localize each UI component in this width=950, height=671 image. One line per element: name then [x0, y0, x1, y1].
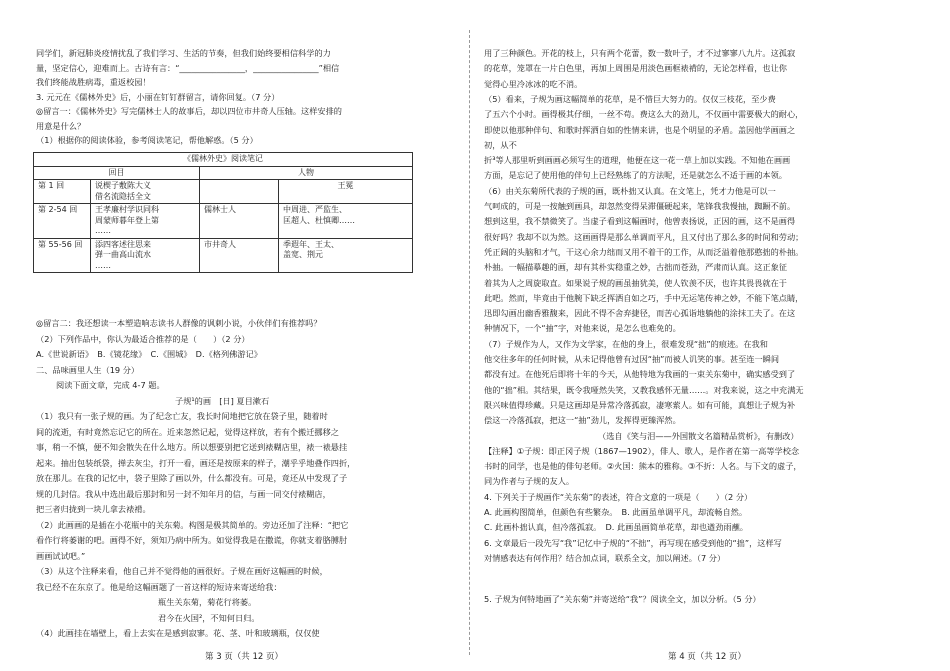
right-line: 了五六个小时。画得极其仔细，一丝不苟。费这么大的劲儿，不仅画中需要极大的耐心， [484, 109, 804, 120]
right-line: 迅即勾画出幽香雅馥来，因此不得不舍弃捷径，而苦心孤诣地躺他的涂抹工夫了。在这 [484, 308, 796, 319]
right-line: 此吧。然而，毕竟由于他腕下缺乏挥洒自如之巧，手中无运笔传神之妙，不能下笔点睛， [484, 292, 804, 303]
reading-notes-table [33, 152, 413, 273]
left-line: 我已经不在东京了。他是给这幅画题了一首这样的短诗来寄送给我： [36, 581, 282, 592]
right-line: 他交往多年的任何时候，从未记得他曾有过因“抽”而被人讥笑的事。甚至连一瞬间 [484, 354, 780, 364]
left-line: 事，稍一不慎，便不知会散失在什么地方。所以想要别把它送到裱糊店里，裱一裱悬挂 [36, 442, 348, 452]
question-5: 5. 子规为何特地画了“关东菊”并寄送给“我”？阅读全文，加以分析。（5 分） [484, 594, 761, 604]
right-line: 气呵成的，可是一按触到画具，却忽然变得呆滞僵硬起来，笔锋我我慢抽，踟蹰不前。 [484, 201, 796, 211]
left-line: ◎留言一：《儒林外史》写完儒林士人的故事后，却以四位市井奇人压轴。这样安排的 [36, 106, 342, 116]
table-row [34, 180, 413, 204]
right-line: 觉得心里冷冰冰的吃不消。 [484, 78, 583, 89]
table-header: 人物 [200, 166, 413, 180]
right-line: 6. 文章最后一段先写“我”记忆中子规的“不拙”，再写现在感受到他的“拙”，这样写 [484, 537, 782, 548]
table-row [34, 238, 413, 273]
left-line: 子规¹的画 [日] 夏目漱石 [175, 395, 270, 406]
left-page [0, 0, 470, 671]
right-line: 折³等人那里听到画画必须写生的道理，他便在这一花一草上加以实践。不知他在画画 [484, 155, 791, 166]
right-line: 同为作者与子规的友人。 [484, 476, 575, 487]
right-line: 用了三种颜色。开花的枝上，只有两个花蕾，数一数叶子，才不过寥寥八九片。这孤寂 [484, 48, 796, 58]
left-line: （1）根据你的阅读体验，参考阅读笔记，帮他解惑。（5 分） [36, 135, 258, 145]
left-line: （2）下列作品中，你认为最适合推荐的是（ ）（2 分） [36, 333, 250, 344]
left-line: 把三者归拢到一块儿拿去裱褙。 [36, 504, 151, 514]
table-cell-chapter: 第 2-54 回 [34, 204, 91, 239]
left-line: 规的几封信。我从中选出最后那封和另一封不知年月的信，与画一同交付裱糊店， [36, 488, 331, 499]
left-line: （1）我只有一张子规的画。为了纪念亡友，我长时间地把它放在袋子里，随着时 [36, 411, 328, 421]
left-line: 用意是什么？ [36, 120, 86, 131]
right-line: （6）由关东菊所代表的子规的画，既朴拙又认真。在文笔上，凭才力他是可以一 [484, 185, 776, 196]
right-line: 4. 下列关于子规画作“关东菊”的表述，符合文意的一项是（ ）（2 分） [484, 491, 753, 502]
right-line: 方面，是忘记了使用他的伴句上已经熟练了的方法呢，还是就怎么不适于画的本领。 [484, 170, 787, 181]
left-line: 画画试试吧。” [36, 550, 86, 561]
table-cell-people: 王冕 [279, 180, 413, 204]
right-line: （5）看来，子规为画这幅简单的花草，是不惜巨大努力的。仅仅三枝花，至少费 [484, 93, 776, 104]
right-page [478, 0, 950, 671]
right-line: 想到这里，我不禁微笑了。当虚子看到这幅画时，他曾表扬说，正因的画，这不是画得 [484, 216, 796, 227]
right-line: 他的“拙”相。其结果，既令我哑然失笑，又教我感怀无量……。对我来说，这之中充满无 [484, 384, 804, 395]
left-line: 看作行将萎谢的吧。画得不好，须知乃病中所为。如觉得我是在撒谎，你就支着胳膊肘 [36, 535, 348, 545]
table-cell-chapter: 第 1 回 [34, 180, 91, 204]
table-header: 回目 [34, 166, 200, 180]
right-line: 偿这一冷落孤寂，把这一“抽”劲儿，发挥得更臻浑然。 [484, 415, 681, 426]
page-number: 第 3 页（共 12 页） [205, 652, 284, 662]
right-line: 很好吗？我却不以为然。这画画得是那么单调而平凡，且又付出了那么多的时间和劳动； [484, 231, 804, 242]
left-line: 3. 元元在《儒林外史》后，小丽在钉钉群留言，请你回复。（7 分） [36, 91, 280, 102]
table-cell-chapter: 第 55-56 回 [34, 238, 91, 273]
left-line: 瓶生关东菊，菊花行将萎。 [158, 597, 257, 607]
left-line: 量，坚定信心，迎难而上。古诗有言：“________________，________________”相信 [36, 62, 340, 73]
right-line: （7）子规作为人，又作为文学家，在他的身上，很难发现“拙”的痕迹。在我和 [484, 338, 768, 349]
left-line: 君今在火国²，不知何日归。 [158, 612, 260, 623]
left-line: 我们终能战胜病毒，重返校园！ [36, 77, 151, 87]
left-line: 放在那儿。在我的记忆中，袋子里除了画以外，什么都没有。可是，竟还从中发现了子 [36, 473, 348, 483]
left-line: （3）从这个注释来看，他自己并不觉得他的画很好。子规在画好这幅画的时候， [36, 566, 328, 576]
right-line: 对情感表达有何作用？结合加点词，联系全文，加以阐述。（7 分） [484, 552, 726, 563]
left-line: 间的流逝，有时竟然忘记它的所在。近来忽然记起，觉得这样放，若有个搬迁挪移之 [36, 426, 339, 437]
right-line: A. 此画构图简单，但颜色有些繁杂。 B. 此画虽单调平凡，却流畅自然。 [484, 507, 748, 517]
table-cell-people: 中周进、严监生、 匡超人、杜慎卿…… [279, 204, 413, 239]
table-cell-content: 说楔子敷陈大义 借名流隐括全文 [91, 180, 200, 204]
right-line: 凭正阔的头脑和才气，干这心余力绌而又用不着干的工作，从而泛溢着他那憨拙的朴抽。 [484, 246, 804, 257]
left-line: 起来。抽出包装纸袋，掸去灰尘，打开一看，画还是按原来的样子，潮乎乎地叠作四折， [36, 457, 356, 468]
left-line: （2）此画画的是插在小花瓶中的关东菊。构图是极其简单的。旁边还加了注释：“把它 [36, 519, 349, 530]
table-caption: 《儒林外史》阅读笔记 [34, 153, 413, 167]
left-line: ◎留言二：我还想读一本塑造响志读书人群像的讽刺小说，小伙伴们有推荐吗？ [36, 318, 322, 328]
right-line: 都没有过。在他死后即将十年的今天，从他特地为我画的一束关东菊中，确实感受到了 [484, 369, 796, 380]
left-line: 二、品味画里人生（19 分） [36, 364, 140, 375]
left-line: 同学们，新冠肺炎疫情扰乱了我们学习、生活的节奏，但我们始终要相信科学的力 [36, 48, 331, 58]
table-cell-content: 王孝廉村学识同科 周蒙师暮年登上第 …… [91, 204, 200, 239]
table-cell-content: 添四客述往思来 弹一曲高山流水 …… [91, 238, 200, 273]
left-line: （4）此画挂在墙壁上，看上去实在是感到寂寥。花、茎、叶和玻璃瓶，仅仅使 [36, 628, 320, 638]
right-line: （选自《笑与泪——外国散文名篇精品赏析》，有删改） [598, 430, 799, 441]
page-divider [469, 30, 470, 655]
page-number: 第 4 页（共 12 页） [668, 652, 747, 662]
table-cell-type: 市井奇人 [200, 238, 279, 273]
left-line: A.《世说新语》 B.《镜花缘》 C.《围城》 D.《格列佛游记》 [36, 349, 262, 359]
right-line: C. 此画朴拙认真，但冷落孤寂。 D. 此画虽画简单花草，却也遒劲雨蘸。 [484, 522, 748, 533]
right-line: 种情况下，一个“抽”字，对他来说，是怎么也难免的。 [484, 323, 681, 334]
right-line: 【注释】①子规：即正冈子规（1867—1902），俳人、歌人，是作者在第一高等学校念 [484, 445, 800, 456]
table-cell-type: 儒林士人 [200, 204, 279, 239]
left-line: 阅读下面文章，完成 4-7 题。 [56, 380, 165, 390]
table-cell-people: 季遐年、王太、 盖宽、荆元 [279, 238, 413, 273]
right-line: 的花草，笼罩在一片白色里，再加上周围是用淡色画框裱褙的，无论怎样看，也让你 [484, 63, 787, 74]
right-line: 即使以他那种伴句、和歌时挥洒自如的性情来讲，也是个明显的矛盾。盖因他学画画之 [484, 124, 796, 135]
right-line: 书时的同学，也是他的俳句老师。②火国：熊本的雅称。③不折：人名。与下文的虚子， [484, 461, 802, 472]
table-row [34, 204, 413, 239]
right-line: 着其为人之周旋取直。如果说子规的画虽抽犹美，使人钦羡不厌，也许其畏畏就在于 [484, 277, 787, 288]
right-line: 限兴味值得珍藏。只是这画却是异常冷落孤寂，凄寒萦人。如有可能，真想让子规为补 [484, 399, 796, 410]
table-cell-type [200, 180, 279, 204]
right-line: 初，从不 [484, 139, 517, 150]
right-line: 朴抽。一幅描摹趣的画，却有其朴实稳重之妙，古拙而苍劲，严肃而认真。这正象征 [484, 262, 787, 273]
